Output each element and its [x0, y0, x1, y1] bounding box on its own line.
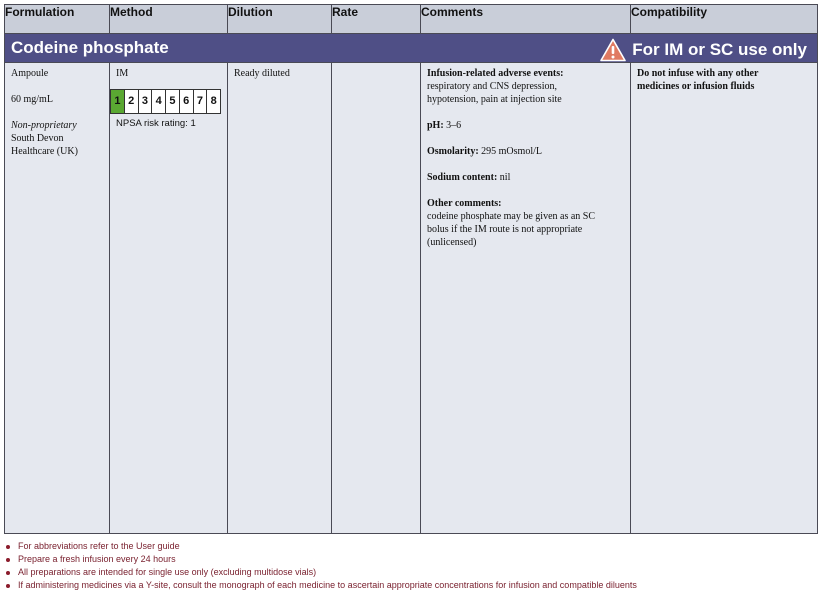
compatibility-line1: Do not infuse with any other	[637, 68, 759, 79]
ph-value: 3–6	[446, 120, 462, 131]
formulation-strength: 60 mg/mL	[11, 94, 53, 105]
ph-label: pH:	[427, 120, 444, 131]
risk-box-1: 1	[110, 89, 125, 114]
risk-box-8: 8	[206, 89, 221, 114]
osmolarity-label: Osmolarity:	[427, 146, 479, 157]
drug-title-row	[5, 34, 818, 63]
npsa-risk-label: NPSA risk rating: 1	[116, 118, 196, 129]
col-header-comments: Comments	[421, 5, 631, 34]
method-cell	[110, 63, 228, 534]
drug-name: Codeine phosphate	[11, 38, 169, 57]
formulation-manufacturer-line1: South Devon	[11, 133, 64, 144]
drug-title-bar	[5, 34, 818, 63]
sodium-row	[427, 171, 624, 184]
sodium-value: nil	[499, 172, 511, 183]
risk-box-3: 3	[138, 89, 153, 114]
comments-cell	[421, 63, 631, 534]
compatibility-line2: medicines or infusion fluids	[637, 81, 755, 92]
monograph-page	[4, 4, 817, 534]
risk-box-6: 6	[179, 89, 194, 114]
ph-row	[427, 119, 624, 132]
method-route: IM	[116, 68, 129, 79]
adverse-events-label: Infusion-related adverse events:	[427, 68, 564, 79]
formulation-cell	[5, 63, 110, 534]
content-row	[5, 63, 818, 534]
footnote-item: For abbreviations refer to the User guide	[6, 540, 637, 553]
col-header-formulation: Formulation	[5, 5, 110, 34]
route-warning-text: For IM or SC use only	[632, 40, 807, 59]
col-header-dilution: Dilution	[228, 5, 332, 34]
warning-triangle-icon	[600, 38, 626, 62]
osmolarity-row	[427, 145, 624, 158]
formulation-manufacturer-line2: Healthcare (UK)	[11, 146, 78, 157]
adverse-events-line1: respiratory and CNS depression,	[427, 81, 557, 92]
col-header-rate: Rate	[332, 5, 421, 34]
other-comments-line1: codeine phosphate may be given as an SC	[427, 211, 596, 222]
npsa-risk-scale	[110, 89, 221, 114]
footnotes-list	[6, 540, 637, 592]
adverse-events-line2: hypotension, pain at injection site	[427, 94, 562, 105]
compatibility-cell	[631, 63, 818, 534]
sodium-label: Sodium content:	[427, 172, 498, 183]
header-row	[5, 5, 818, 34]
risk-box-7: 7	[193, 89, 208, 114]
route-warning	[600, 38, 807, 62]
other-comments-line3: (unlicensed)	[427, 237, 477, 248]
footnote-item: All preparations are intended for single use only (excluding multidose vials)	[6, 566, 637, 579]
other-comments-label: Other comments:	[427, 198, 502, 209]
dilution-cell	[228, 63, 332, 534]
col-header-compatibility: Compatibility	[631, 5, 818, 34]
risk-box-2: 2	[124, 89, 139, 114]
footnote-item: Prepare a fresh infusion every 24 hours	[6, 553, 637, 566]
footnote-item: If administering medicines via a Y-site, consult the monograph of each medicine to ascertain appropriate concentrations for infusion and compatible diluents	[6, 579, 637, 592]
other-comments-line2: bolus if the IM route is not appropriate	[427, 224, 583, 235]
monograph-table	[4, 4, 818, 534]
dilution-text: Ready diluted	[234, 68, 290, 79]
risk-box-4: 4	[151, 89, 166, 114]
risk-box-5: 5	[165, 89, 180, 114]
col-header-method: Method	[110, 5, 228, 34]
osmolarity-value: 295 mOsmol/L	[481, 146, 542, 157]
rate-cell	[332, 63, 421, 534]
formulation-form: Ampoule	[11, 68, 49, 79]
formulation-brand-type: Non-proprietary	[11, 120, 77, 131]
